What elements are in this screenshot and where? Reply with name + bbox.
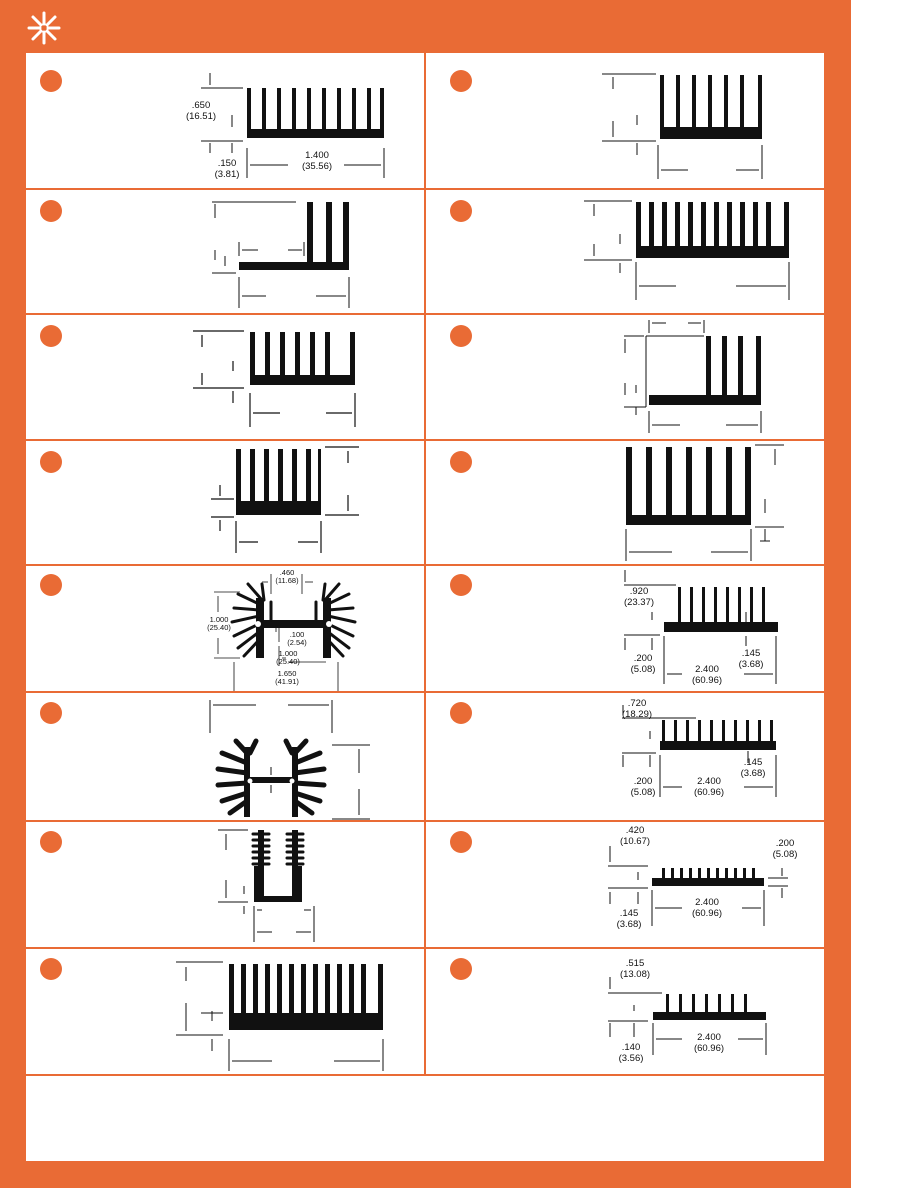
profile-cell-16: [426, 949, 824, 1074]
height-mm-label: (13.08): [619, 969, 651, 980]
fin-label: .145: [743, 757, 763, 768]
base-mm-label: (5.08): [630, 787, 656, 798]
heatsink-profile-drawing: [26, 822, 424, 947]
height-label: 1.000: [209, 615, 229, 624]
base-mm-label: (5.08): [630, 664, 656, 675]
height-label: .515: [625, 958, 645, 969]
profile-cell-13: [26, 822, 424, 947]
height-mm-label: (25.40): [207, 623, 231, 632]
profile-cell-9: [26, 566, 424, 691]
profile-cell-10: [426, 566, 824, 691]
width-label: 2.400: [695, 664, 719, 675]
profile-cell-5: [26, 315, 424, 439]
notes-area: [26, 1076, 824, 1161]
width-label: 2.400: [697, 776, 721, 787]
inner-width-mm-label: (25.40): [276, 657, 300, 666]
heatsink-profile-drawing: [26, 949, 424, 1074]
thickness-label: .100: [289, 630, 305, 639]
base-label: .140: [621, 1042, 641, 1053]
width-label: 1.400: [305, 150, 329, 161]
width-label: 2.400: [697, 1032, 721, 1043]
heatsink-profile-drawing: [26, 315, 424, 439]
height-mm-label: (23.37): [623, 597, 655, 608]
heatsink-profile-drawing: [426, 315, 824, 439]
fin-mm-label: (3.68): [738, 659, 764, 670]
base-label: .150: [217, 158, 237, 169]
profile-cell-2: [426, 53, 824, 188]
base-right-mm-label: (5.08): [772, 849, 798, 860]
overall-width-mm-label: (41.91): [275, 677, 299, 686]
height-label: .420: [625, 825, 645, 836]
profile-cell-8: [426, 441, 824, 564]
height-label: .720: [627, 698, 647, 709]
width-mm-label: (60.96): [691, 675, 723, 686]
width-mm-label: (60.96): [693, 1043, 725, 1054]
profile-cell-6: [426, 315, 824, 439]
width-mm-label: (60.96): [693, 787, 725, 798]
base-mm-label: (3.56): [618, 1053, 644, 1064]
heatsink-profile-drawing: [426, 441, 824, 564]
fin-gap-mm-label: (11.68): [275, 576, 299, 585]
base-label: .145: [619, 908, 639, 919]
base-label: .200: [633, 776, 653, 787]
height-mm-label: (10.67): [619, 836, 651, 847]
heatsink-catalog-grid: [26, 53, 824, 1161]
overall-width-label: 1.650: [277, 669, 297, 678]
base-mm-label: (3.68): [616, 919, 642, 930]
heatsink-profile-drawing: [426, 53, 824, 188]
profile-cell-14: [426, 822, 824, 947]
height-label: .650: [191, 100, 211, 111]
heatsink-profile-drawing: [426, 190, 824, 313]
thickness-mm-label: (2.54): [287, 638, 307, 647]
base-label: .200: [633, 653, 653, 664]
profile-cell-12: [426, 693, 824, 820]
width-mm-label: (35.56): [301, 161, 333, 172]
height-mm-label: (18.29): [621, 709, 653, 720]
fin-gap-label: .460: [279, 568, 295, 577]
heatsink-profile-drawing: [26, 441, 424, 564]
starburst-logo-icon: [26, 10, 62, 46]
profile-cell-4: [426, 190, 824, 313]
profile-cell-1: [26, 53, 424, 188]
profile-cell-3: [26, 190, 424, 313]
profile-cell-15: [26, 949, 424, 1074]
heatsink-profile-drawing: [26, 693, 424, 820]
profile-cell-11: [26, 693, 424, 820]
heatsink-profile-drawing: [426, 566, 824, 691]
height-label: .920: [629, 586, 649, 597]
fin-label: .145: [741, 648, 761, 659]
inner-width-label: 1.000: [278, 649, 298, 658]
heatsink-profile-drawing: [26, 190, 424, 313]
profile-cell-7: [26, 441, 424, 564]
fin-mm-label: (3.68): [740, 768, 766, 779]
base-right-label: .200: [775, 838, 795, 849]
width-mm-label: (60.96): [691, 908, 723, 919]
width-label: 2.400: [695, 897, 719, 908]
height-mm-label: (16.51): [185, 111, 217, 122]
base-mm-label: (3.81): [214, 169, 240, 180]
